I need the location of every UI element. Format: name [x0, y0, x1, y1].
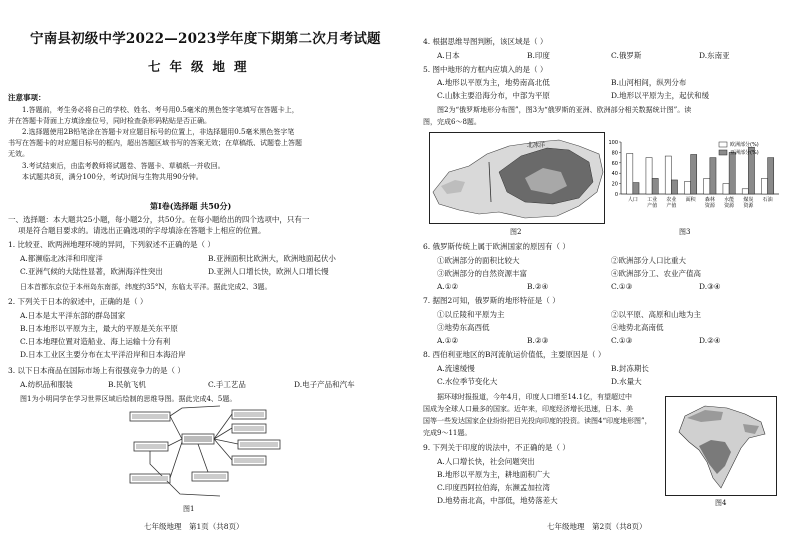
q1-stem: 1. 比较亚、欧两洲地理环境的异同，下列叙述不正确的是（ ）: [8, 240, 215, 249]
q6-stem: 6. 俄罗斯传统上属于欧洲国家的原因有（ ）: [423, 242, 570, 251]
y-tick-label: 0: [614, 192, 618, 198]
q7-statement-1: ①以丘陵和平原为主: [437, 310, 505, 319]
y-tick-label: 20: [611, 181, 618, 188]
figure-4-caption: 图4: [715, 499, 727, 507]
x-tick-label: 资源: [724, 203, 735, 209]
q8-option-a[interactable]: A.流速缓慢: [437, 364, 475, 373]
q3-option-c[interactable]: C.手工艺品: [208, 380, 246, 389]
q6-statement-3: ③欧洲部分的自然资源丰富: [437, 269, 527, 278]
q2-option-d[interactable]: D.日本工业区主要分布在太平洋沿岸和日本海沿岸: [20, 350, 186, 359]
bar-europe: [742, 189, 748, 194]
q7-option-c[interactable]: C.①③: [611, 336, 633, 345]
q4-option-c[interactable]: C.俄罗斯: [611, 51, 642, 60]
q8-option-d[interactable]: D.水量大: [611, 377, 642, 386]
q6-option-a[interactable]: A.①②: [437, 282, 459, 291]
q5-option-d[interactable]: D.地形以平原为主，起伏和缓: [611, 91, 710, 100]
x-tick-label: 石油: [762, 197, 773, 203]
y-tick-label: 60: [611, 160, 618, 167]
bar-asia: [710, 158, 716, 194]
figure-4-india-map: [665, 396, 777, 496]
q68-intro: 图，完成6～8题。: [423, 118, 481, 126]
q45-intro: 图1为小明同学在学习世界区域后绘制的思维导图。据此完成4、5题。: [20, 395, 237, 403]
q1-option-d[interactable]: D.亚洲人口增长快，欧洲人口增长慢: [208, 267, 329, 276]
bar-europe: [665, 156, 671, 194]
q4-option-d[interactable]: D.东南亚: [699, 51, 730, 60]
q6-option-d[interactable]: D.③④: [699, 282, 721, 291]
q911-intro: 国成为全球人口最多的国家。近年来，印度经济增长迅速，日本、美: [423, 405, 633, 413]
notes-heading: 注意事项：: [8, 93, 46, 102]
x-tick-label: 煤炭: [743, 197, 754, 203]
bar-asia: [633, 183, 639, 194]
legend-label: 亚洲部分(%): [730, 150, 759, 156]
x-tick-label: 农业: [666, 197, 677, 203]
figure-2-russia-map: [429, 132, 605, 224]
bar-europe: [761, 178, 767, 194]
q4-option-b[interactable]: B.印度: [527, 51, 550, 60]
q1-option-a[interactable]: A.都濒临北冰洋和印度洋: [20, 254, 103, 263]
bar-europe: [684, 182, 690, 194]
q7-option-d[interactable]: D.②④: [699, 336, 721, 345]
legend-label: 欧洲部分(%): [730, 142, 759, 148]
q5-stem: 5. 图中地形的方框内应填入的是（ ）: [423, 65, 548, 74]
x-tick-label: 产值: [666, 203, 677, 209]
bar-asia: [768, 158, 774, 194]
bar-asia: [652, 178, 658, 194]
q6-option-c[interactable]: C.①③: [611, 282, 633, 291]
q1-option-b[interactable]: B.亚洲面积比欧洲大，欧洲地面起伏小: [208, 254, 336, 263]
q8-option-b[interactable]: B.封冻期长: [611, 364, 649, 373]
q9-option-d[interactable]: D.地势南北高，中部低，地势落差大: [437, 496, 558, 505]
page-2: [397, 0, 794, 558]
q2-intro: 日本首都东京位于本州岛东南部，纬度约35°N，东临太平洋。据此完成2、3题。: [20, 283, 272, 291]
q6-statement-2: ②欧洲部分人口比重大: [611, 256, 686, 265]
bar-europe: [646, 158, 652, 194]
figure-1-caption: 图1: [183, 505, 195, 513]
q8-option-c[interactable]: C.水位季节变化大: [437, 377, 498, 386]
q9-option-c[interactable]: C.印度西阿拉伯海，东濒孟加拉湾: [437, 483, 550, 492]
q6-statement-4: ④欧洲部分工、农业产值高: [611, 269, 701, 278]
q7-statement-4: ④地势北高南低: [611, 323, 664, 332]
bar-asia: [691, 154, 697, 194]
q9-option-a[interactable]: A.人口增长快，社会问题突出: [437, 457, 535, 466]
bar-europe: [723, 184, 729, 194]
bar-asia: [729, 152, 735, 194]
x-tick-label: 产值: [647, 203, 658, 209]
q911-intro: 国等一些发达国家企业纷纷把目光投向印度的投资。读图4“印度地形图”，: [423, 417, 652, 425]
y-tick-label: 80: [611, 150, 618, 157]
x-tick-label: 工业: [647, 197, 658, 203]
legend-swatch: [719, 150, 727, 155]
page-footer: 七年级地理 第1页（共8页）: [144, 522, 244, 531]
section-heading: 第Ⅰ卷(选择题 共50分): [150, 201, 232, 211]
q5-option-a[interactable]: A.地形以平原为主，地势南高北低: [437, 78, 550, 87]
q1-option-c[interactable]: C.亚洲气候的大陆性显著，欧洲海洋性突出: [20, 267, 163, 276]
q7-option-b[interactable]: B.②③: [527, 336, 549, 345]
q7-statement-2: ②以平原、高原和山地为主: [611, 310, 701, 319]
x-tick-label: 资源: [704, 203, 715, 209]
q3-option-d[interactable]: D.电子产品和汽车: [294, 380, 355, 389]
q7-option-a[interactable]: A.①②: [437, 336, 459, 345]
x-tick-label: 人口: [627, 197, 638, 203]
figure-2-caption: 图2: [510, 228, 522, 236]
q3-stem: 3. 以下日本商品在国际市场上有很强竞争力的是（ ）: [8, 366, 185, 375]
figure-1-mindmap: [120, 404, 290, 504]
x-tick-label: 面积: [685, 197, 696, 203]
q7-statement-3: ③地势东高西低: [437, 323, 490, 332]
part-instructions: 一、选择题：本大题共25小题，每小题2分，共50分。在每小题给出的四个选项中，只有一: [8, 215, 310, 224]
q9-option-b[interactable]: B.地形以平原为主，耕地面积广大: [437, 470, 550, 479]
q4-stem: 4. 根据思维导图判断，该区域是（ ）: [423, 37, 548, 46]
q8-stem: 8. 西伯利亚地区的B河流航运价值低，主要原因是（ ）: [423, 350, 606, 359]
q911-intro: 完成9～11题。: [423, 429, 472, 437]
bar-europe: [704, 178, 710, 194]
q2-option-b[interactable]: B.日本地形以平原为主，最大的平原是关东平原: [20, 324, 178, 333]
y-tick-label: 100: [608, 140, 618, 146]
q5-option-c[interactable]: C.山脉主要沿海分布，中部为平原: [437, 91, 550, 100]
exam-title: 宁南县初级中学2022—2023学年度下期第二次月考试题: [30, 31, 381, 47]
note-line: 无效。: [8, 150, 29, 158]
q9-stem: 9. 下列关于印度的说法中，不正确的是（ ）: [423, 443, 570, 452]
bar-asia: [671, 180, 677, 194]
note-line: 3.考试结束后，由监考教师将试题卷、答题卡、草稿纸一并收回。: [22, 162, 225, 170]
figure-3-bar-chart: [607, 136, 782, 222]
page-footer: 七年级地理 第2页（共8页）: [547, 522, 647, 531]
q6-statement-1: ①欧洲部分的面积比较大: [437, 256, 520, 265]
q911-intro: 据环球时报报道，今年4月，印度人口增至14.1亿，有望超过中: [437, 393, 633, 401]
figure-3-caption: 图3: [679, 228, 691, 236]
x-tick-label: 水能: [724, 197, 735, 203]
q2-stem: 2. 下列关于日本的叙述中，正确的是（ ）: [8, 297, 148, 306]
legend-swatch: [719, 142, 727, 147]
note-line: 2.选择题使用2B铅笔涂在答题卡对应题目标号的位置上，非选择题用0.5毫米黑色签字笔: [22, 128, 295, 136]
note-line: 书写在答题卡的对应题目标号的框内，超出答题区域书写的答案无效；在草稿纸、试题卷上答题: [8, 139, 302, 147]
bar-europe: [627, 153, 633, 194]
q7-stem: 7. 据图2可知，俄罗斯的地形特征是（ ）: [423, 296, 560, 305]
part-instructions: 项是符合题目要求的。请选出正确选项的字母填涂在答题卡上相应的位置。: [18, 226, 266, 235]
note-line: 并在答题卡背面上方填涂座位号，同时检查条形码粘贴是否正确。: [8, 117, 211, 125]
note-line: 本试题共8页，满分100分，考试时间与生物共用90分钟。: [22, 173, 203, 181]
q68-intro: 图2为“俄罗斯地形分布图”，图3为“俄罗斯的亚洲、欧洲部分相关数据统计图”。读: [437, 106, 692, 114]
exam-subtitle: 七年级地理: [148, 59, 256, 74]
q4-option-a[interactable]: A.日本: [437, 51, 460, 60]
q3-option-b[interactable]: B.民航飞机: [108, 380, 146, 389]
q5-option-b[interactable]: B.山河相间，纵列分布: [611, 78, 687, 87]
figure-2-ocean-label: 北冰洋: [527, 142, 546, 149]
y-tick-label: 40: [611, 171, 618, 178]
q3-option-a[interactable]: A.纺织品和服装: [20, 380, 73, 389]
q2-option-a[interactable]: A.日本是太平洋东部的群岛国家: [20, 311, 126, 320]
q6-option-b[interactable]: B.②④: [527, 282, 549, 291]
q2-option-c[interactable]: C.日本地理位置对造船业、海上运输十分有利: [20, 337, 171, 346]
note-line: 1.答题前，考生务必将自己的学校、姓名、考号用0.5毫米的黑色签字笔填写在答题卡上，: [22, 106, 299, 114]
x-tick-label: 森林: [704, 197, 715, 203]
x-tick-label: 资源: [743, 203, 754, 209]
